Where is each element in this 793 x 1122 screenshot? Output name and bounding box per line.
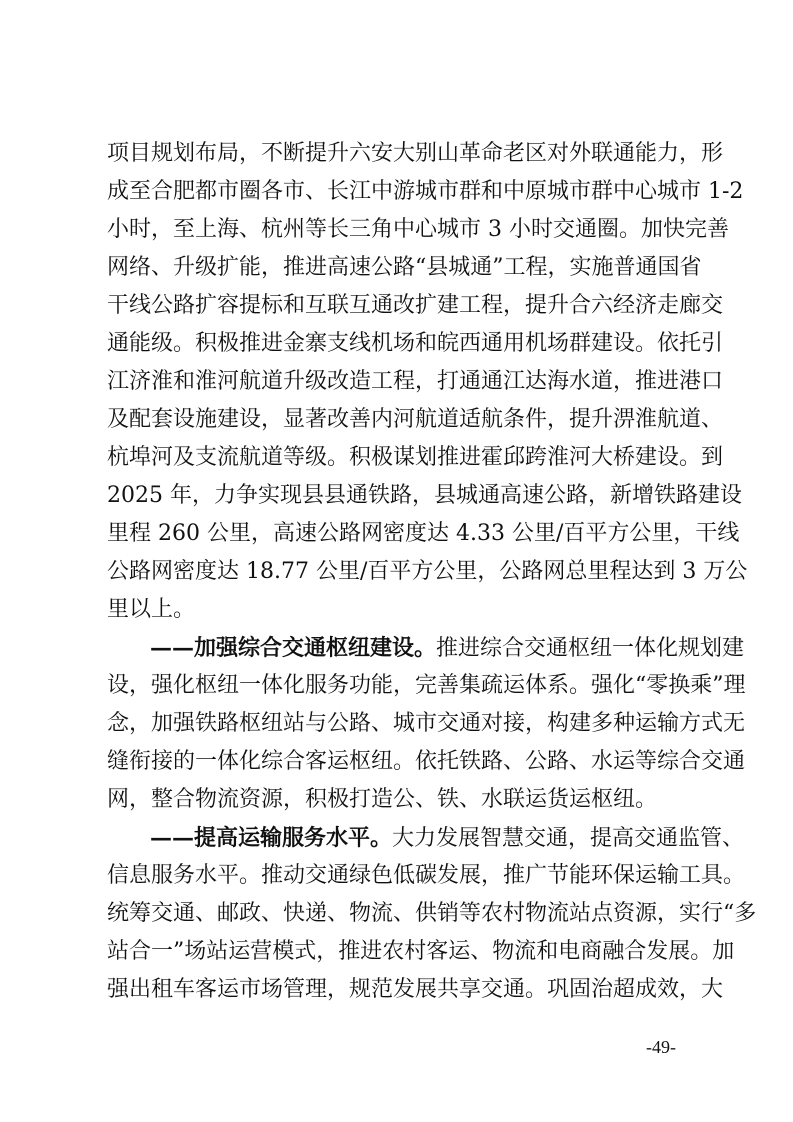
text-line: 里程 260 公里，高速公路网密度达 4.33 公里/百平方公里，干线 (107, 521, 740, 546)
text-line: 通能级。积极推进金寨支线机场和皖西通用机场群建设。依托引 (107, 331, 724, 356)
text-line (150, 629, 745, 667)
text-line: 信息服务水平。推动交通绿色低碳发展，推广节能环保运输工具。 (107, 863, 746, 888)
text-line: 小时，至上海、杭州等长三角中心城市 3 小时交通圈。加快完善 (107, 217, 729, 242)
text-line: 杭埠河及支流航道等级。积极谋划推进霍邱跨淮河大桥建设。到 (107, 445, 724, 470)
text-line: 里以上。 (107, 597, 196, 622)
text-line: 强出租车客运市场管理，规范发展共享交通。巩固治超成效，大 (107, 977, 724, 1002)
section-heading: ——加强综合交通枢纽建设。 (150, 635, 437, 661)
text-line: 站合一”场站运营模式，推进农村客运、物流和电商融合发展。加 (107, 939, 735, 964)
text-line: 网，整合物流资源，积极打造公、铁、水联运货运枢纽。 (107, 787, 658, 812)
text-line: 及配套设施建设，显著改善内河航道适航条件，提升淠淮航道、 (107, 407, 724, 432)
text-line: 项目规划布局，不断提升六安大别山革命老区对外联通能力，形 (107, 141, 724, 166)
page-number: -49- (646, 1037, 676, 1057)
text-line: 2025 年，力争实现县县通铁路，县城通高速公路，新增铁路建设 (107, 483, 742, 508)
text-line: 念，加强铁路枢纽站与公路、城市交通对接，构建多种运输方式无 (107, 711, 746, 736)
text-line: 公路网密度达 18.77 公里/百平方公里，公路网总里程达到 3 万公 (107, 559, 748, 584)
text-line: 统筹交通、邮政、快递、物流、供销等农村物流站点资源，实行“多 (107, 901, 757, 926)
text-fragment: 推进综合交通枢纽一体化规划建 (436, 636, 745, 661)
text-line: 干线公路扩容提标和互联互通改扩建工程，提升合六经济走廊交 (107, 293, 724, 318)
section-heading: ——提高运输服务水平。 (150, 825, 393, 851)
text-line: 设，强化枢纽一体化服务功能，完善集疏运体系。强化“零换乘”理 (107, 673, 746, 698)
text-line: 网络、升级扩能，推进高速公路“县城通”工程，实施普通国省 (107, 255, 702, 280)
text-line: 江济淮和淮河航道升级改造工程，打通通江达海水道，推进港口 (107, 369, 724, 394)
text-line: 成至合肥都市圈各市、长江中游城市群和中原城市群中心城市 1-2 (107, 179, 744, 204)
text-line (150, 819, 745, 857)
text-line: 缝衔接的一体化综合客运枢纽。依托铁路、公路、水运等综合交通 (107, 749, 746, 774)
text-fragment: 大力发展智慧交通，提高交通监管、 (392, 826, 745, 851)
